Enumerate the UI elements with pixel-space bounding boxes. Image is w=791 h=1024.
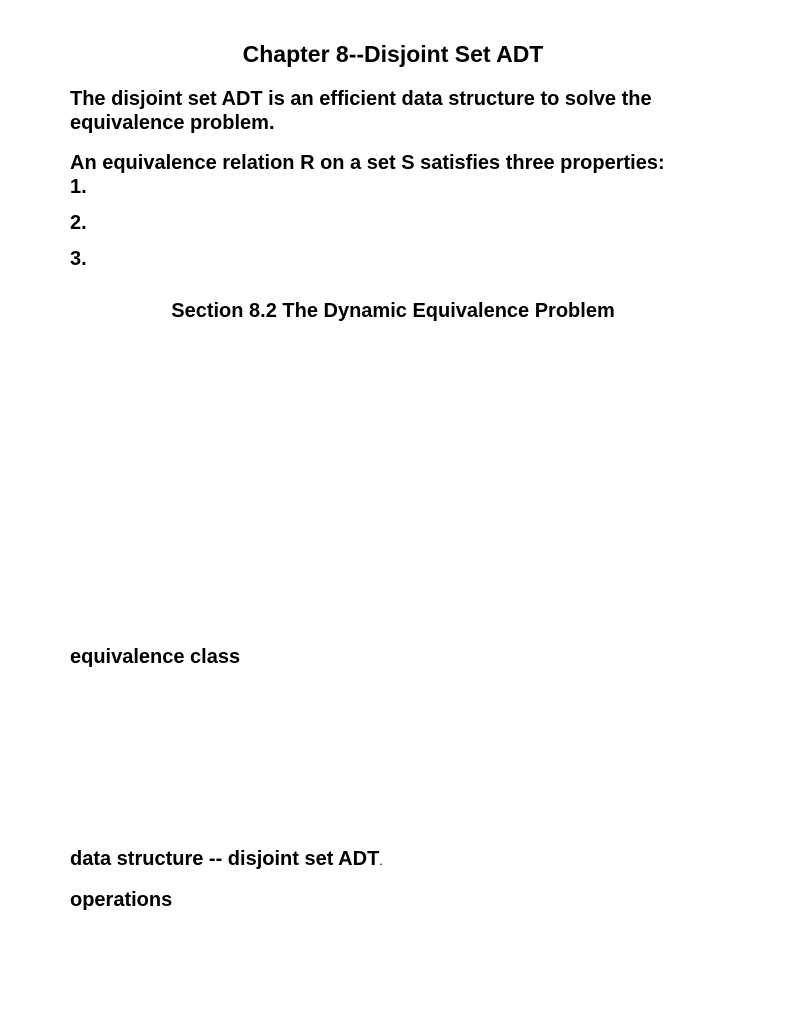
property-item-2: 2. — [70, 212, 87, 234]
intro-line-1: The disjoint set ADT is an efficient data structure to solve the — [70, 88, 652, 110]
term-data-structure — [70, 847, 383, 873]
term-equivalence-class: equivalence class — [70, 646, 241, 668]
intro-line-2: equivalence problem. — [70, 112, 275, 134]
property-item-3: 3. — [70, 248, 87, 270]
equivalence-relation-statement: An equivalence relation R on a set S satisfies three properties: — [70, 152, 665, 174]
term-operations: operations — [70, 889, 173, 911]
term-data-structure-text: data structure -- disjoint set ADT — [70, 848, 380, 870]
term-data-structure-period: . — [379, 853, 383, 868]
page-title: Chapter 8--Disjoint Set ADT — [242, 41, 544, 67]
property-item-1: 1. — [70, 176, 87, 198]
section-heading: Section 8.2 The Dynamic Equivalence Problem — [171, 300, 615, 322]
